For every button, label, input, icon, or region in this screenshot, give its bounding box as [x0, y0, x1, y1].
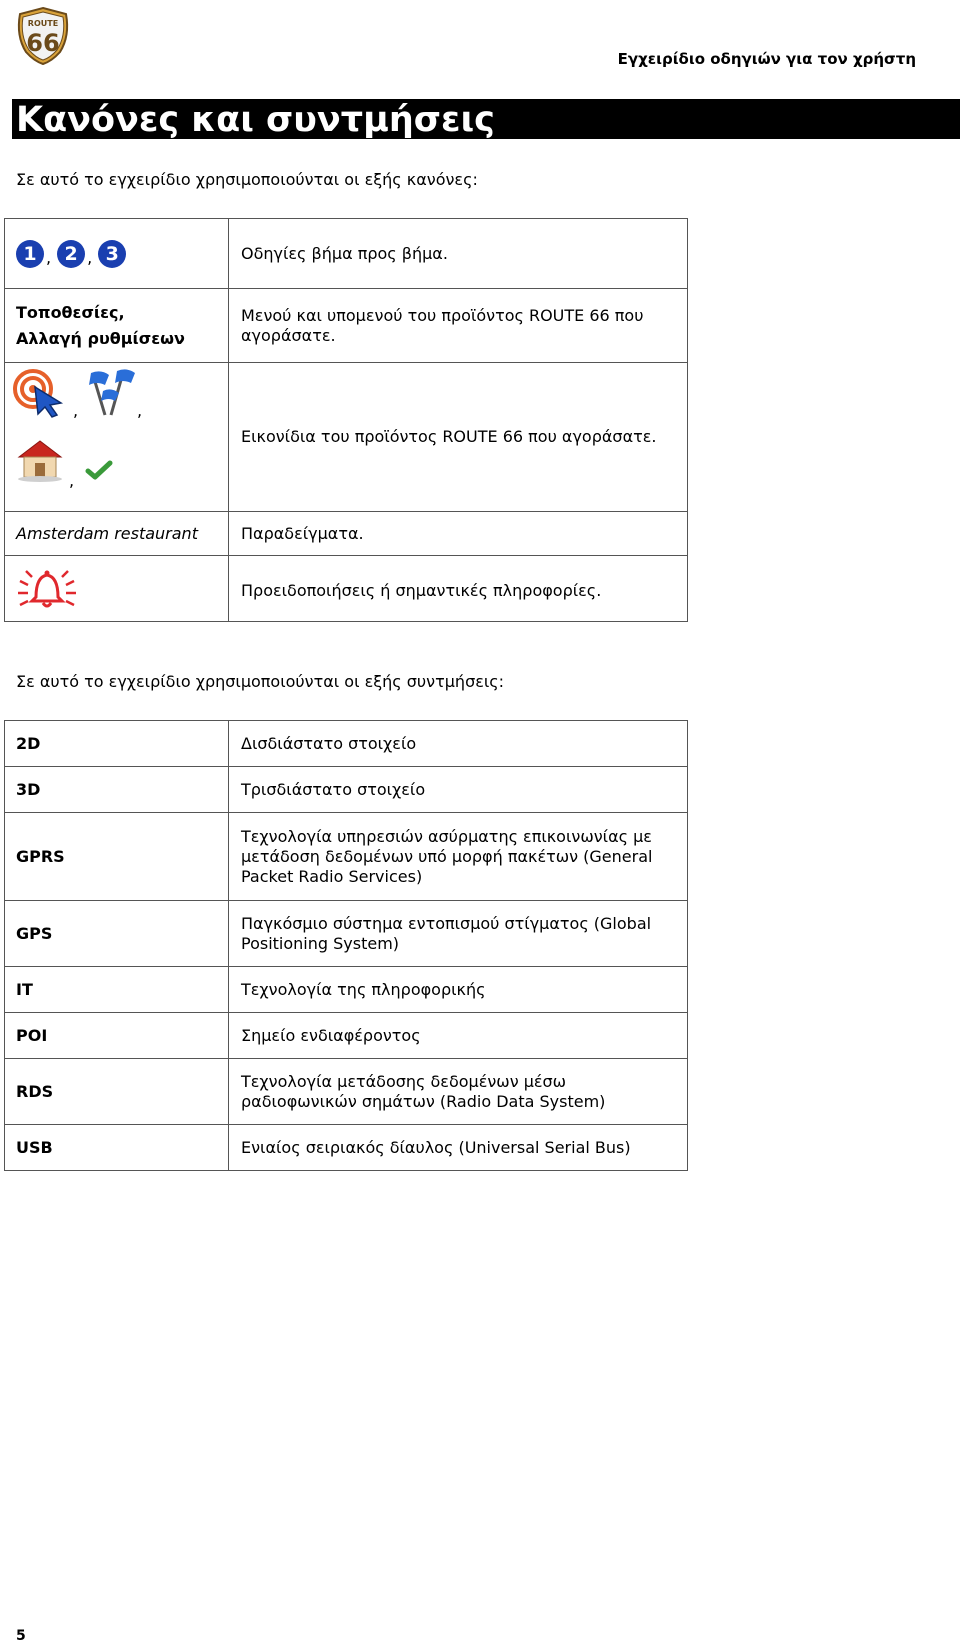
table-row [5, 767, 688, 813]
abbr-cell: GPS [5, 901, 229, 967]
example-term: Amsterdam restaurant [16, 523, 198, 543]
route66-logo [14, 6, 72, 66]
examples-description: Παραδείγματα. [229, 512, 688, 556]
steps-cell: 1 , 2 , 3 [5, 219, 229, 289]
document-title: Εγχειρίδιο οδηγιών για τον χρήστη [617, 50, 916, 68]
target-cursor-icon [13, 369, 67, 419]
abbr-description: Τεχνολογία υπηρεσιών ασύρματης επικοινωνίας με μετάδοση δεδομένων υπό μορφή πακέτων (General Packet Radio Services) [229, 813, 688, 901]
abbr-description: Τεχνολογία μετάδοσης δεδομένων μέσω ραδιοφωνικών σημάτων (Radio Data System) [229, 1059, 688, 1125]
svg-text:66: 66 [26, 29, 60, 57]
abbreviations-table [4, 720, 688, 1171]
abbr-cell: GPRS [5, 813, 229, 901]
menu-term-settings: Αλλαγή ρυθμίσεων [16, 328, 185, 348]
checkmark-icon [85, 459, 113, 481]
table-row [5, 512, 688, 556]
abbr-cell: POI [5, 1013, 229, 1059]
abbr-cell: USB [5, 1125, 229, 1171]
page-title-bar [12, 99, 960, 139]
examples-cell [5, 512, 229, 556]
table-row [5, 967, 688, 1013]
flags-icon [83, 367, 139, 419]
abbr-description: Δισδιάστατο στοιχείο [229, 721, 688, 767]
table-row [5, 721, 688, 767]
table-row [5, 813, 688, 901]
table-row [5, 1125, 688, 1171]
abbr-description: Τρισδιάστατο στοιχείο [229, 767, 688, 813]
abbr-cell: RDS [5, 1059, 229, 1125]
step-1-icon: 1 [16, 240, 44, 268]
page-number: 5 [16, 1628, 26, 1644]
table-row [5, 1059, 688, 1125]
page-title: Κανόνες και συντμήσεις [16, 100, 495, 140]
table-row [5, 1013, 688, 1059]
abbr-description: Σημείο ενδιαφέροντος [229, 1013, 688, 1059]
steps-description: Οδηγίες βήμα προς βήμα. [229, 219, 688, 289]
table-row [5, 363, 688, 512]
warnings-description: Προειδοποιήσεις ή σημαντικές πληροφορίες. [229, 556, 688, 622]
home-icon [15, 437, 65, 483]
warning-bell-icon [16, 567, 78, 611]
table-row [5, 289, 688, 363]
step-2-icon: 2 [57, 240, 85, 268]
abbr-cell: 2D [5, 721, 229, 767]
step-3-icon: 3 [98, 240, 126, 268]
menus-description: Μενού και υπομενού του προϊόντος ROUTE 66 που αγοράσατε. [229, 289, 688, 363]
abbr-cell: IT [5, 967, 229, 1013]
conventions-intro: Σε αυτό το εγχειρίδιο χρησιμοποιούνται οι εξής κανόνες: [16, 170, 478, 189]
abbreviations-intro: Σε αυτό το εγχειρίδιο χρησιμοποιούνται οι εξής συντμήσεις: [16, 672, 505, 691]
abbr-description: Ενιαίος σειριακός δίαυλος (Universal Serial Bus) [229, 1125, 688, 1171]
svg-text:ROUTE: ROUTE [27, 19, 59, 28]
menu-term-locations: Τοποθεσίες, [16, 302, 125, 322]
table-row [5, 556, 688, 622]
abbr-description: Παγκόσμιο σύστημα εντοπισμού στίγματος (Global Positioning System) [229, 901, 688, 967]
menus-cell [5, 289, 229, 363]
abbr-description: Τεχνολογία της πληροφορικής [229, 967, 688, 1013]
table-row [5, 219, 688, 289]
icons-cell: , , , [5, 363, 229, 512]
abbr-cell: 3D [5, 767, 229, 813]
conventions-table [4, 218, 688, 622]
icons-description: Εικονίδια του προϊόντος ROUTE 66 που αγοράσατε. [229, 363, 688, 512]
warning-cell [5, 556, 229, 622]
table-row [5, 901, 688, 967]
